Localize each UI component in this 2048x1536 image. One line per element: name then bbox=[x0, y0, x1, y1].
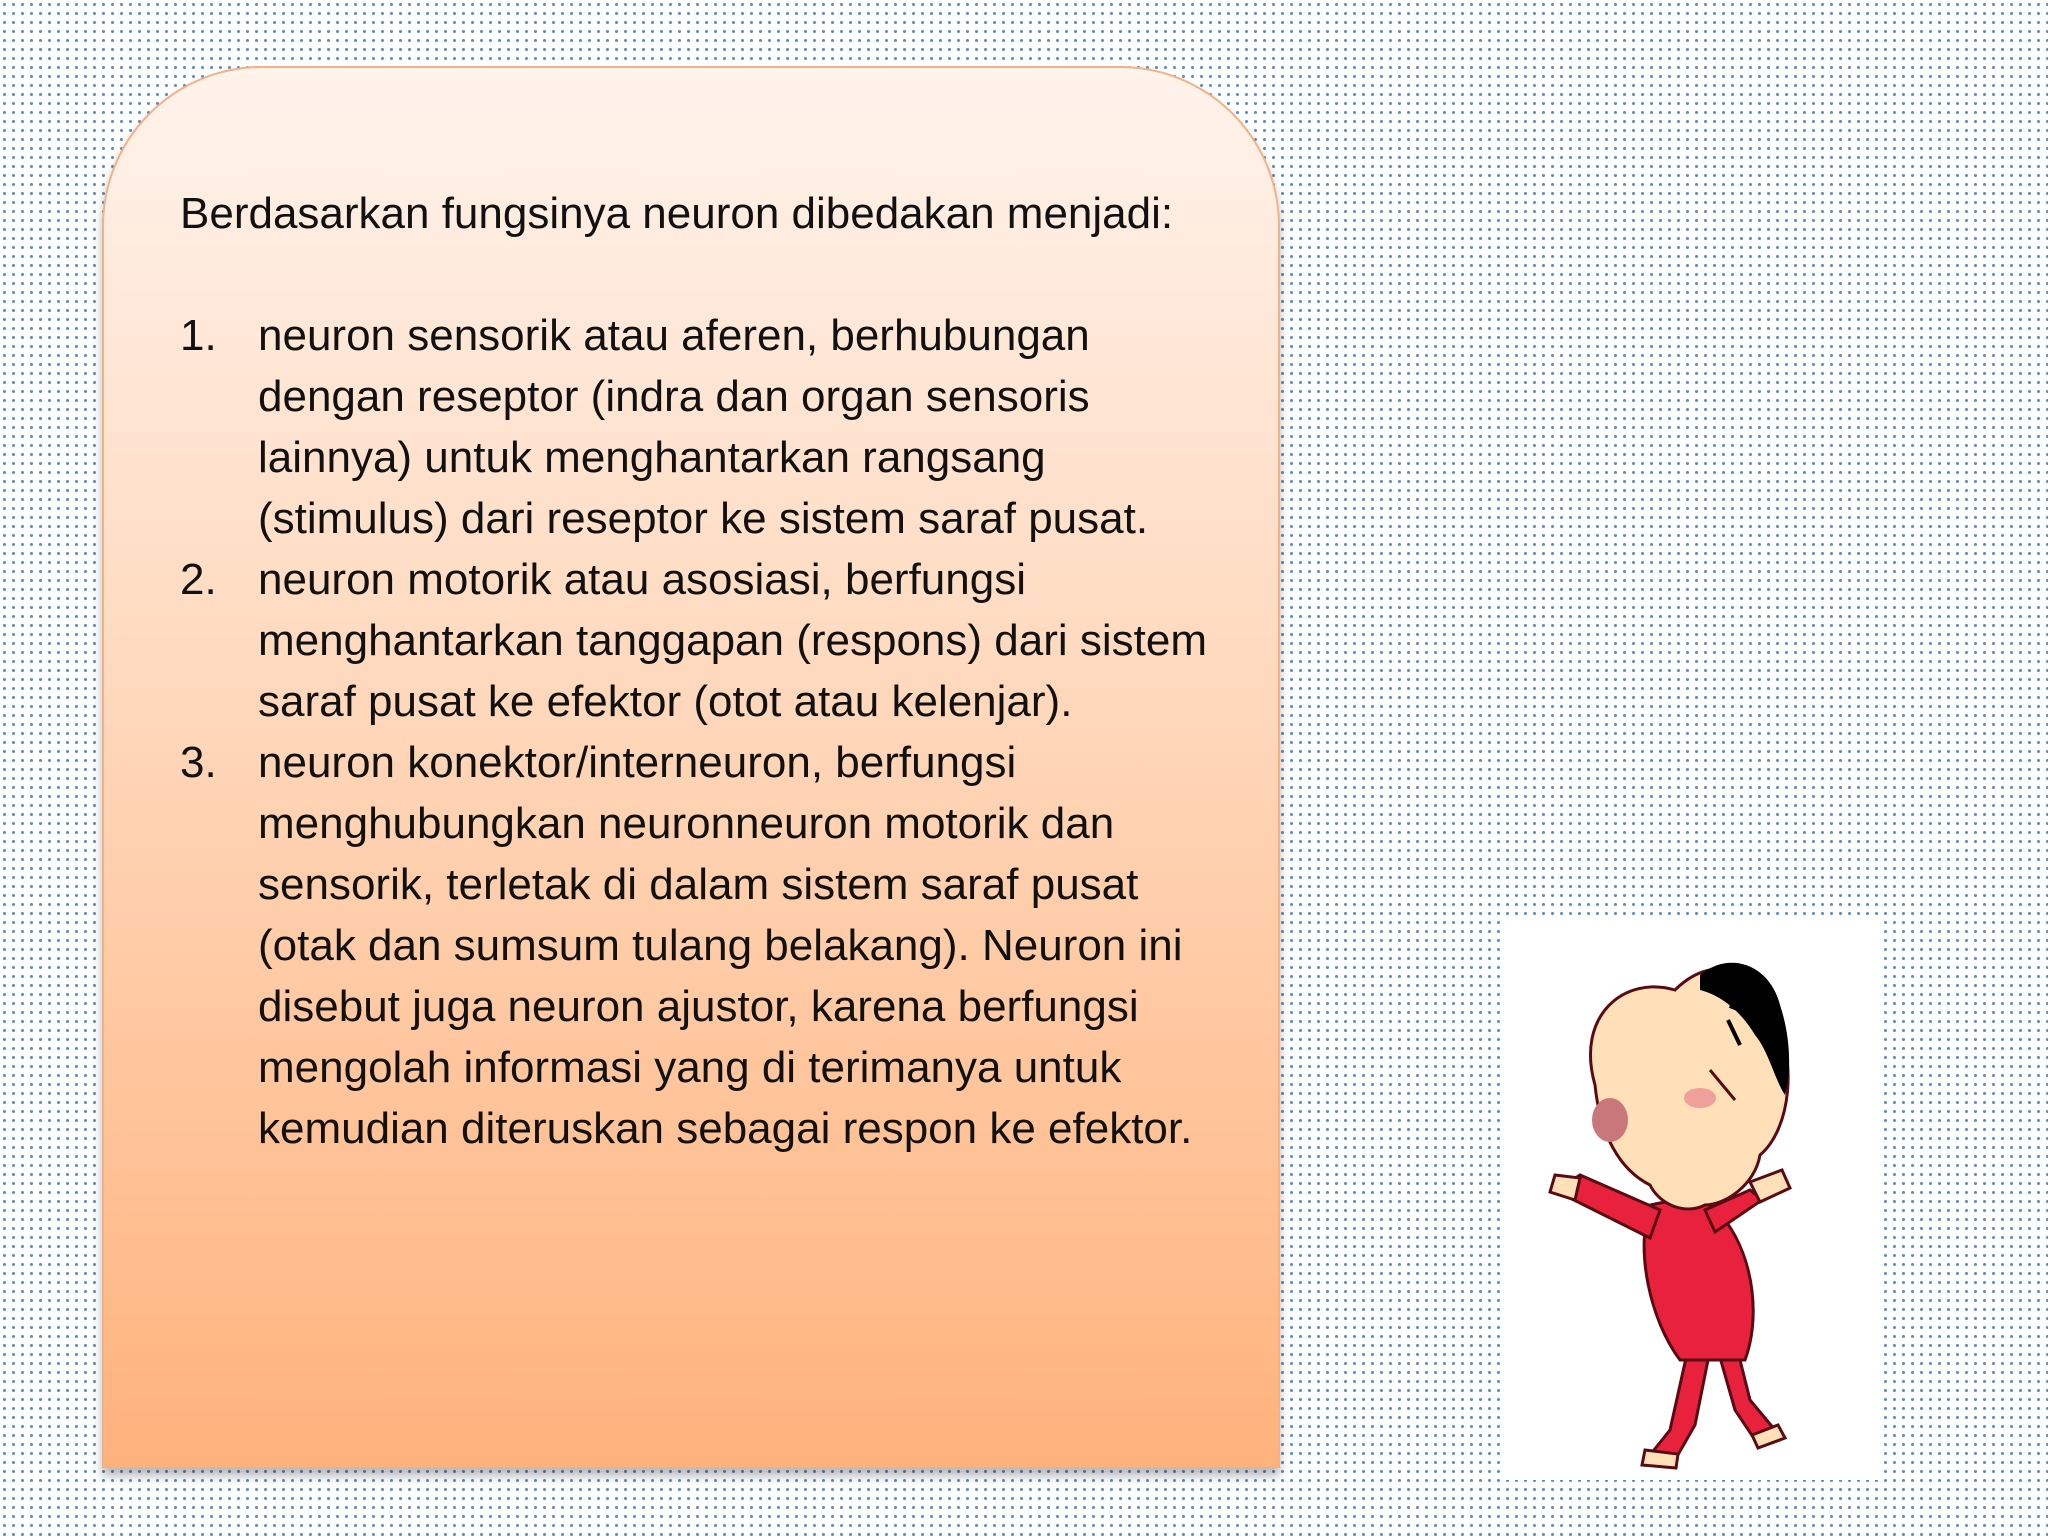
left-foot bbox=[1642, 1450, 1678, 1468]
list-item bbox=[180, 549, 1210, 732]
list-item bbox=[180, 305, 1210, 549]
left-hand bbox=[1550, 1175, 1580, 1200]
list-item-number: 1. bbox=[180, 311, 217, 360]
right-hand bbox=[1750, 1170, 1790, 1202]
list-item-text: neuron motorik atau asosiasi, berfungsi menghantarkan tanggapan (respons) dari sistem saraf pusat ke efektor (otot atau kelenjar). bbox=[258, 555, 1207, 726]
cartoon-character-image bbox=[1500, 920, 1880, 1480]
cheek-left bbox=[1592, 1098, 1628, 1142]
neuron-type-list bbox=[180, 305, 1210, 1159]
list-item bbox=[180, 732, 1210, 1159]
body bbox=[1644, 1195, 1753, 1360]
list-item-text: neuron sensorik atau aferen, berhubungan dengan reseptor (indra dan organ sensoris lainnya) untuk menghantarkan rangsang (stimulus) dari reseptor ke sistem saraf pusat. bbox=[258, 311, 1149, 543]
cheek-right bbox=[1684, 1088, 1716, 1108]
slide-content bbox=[180, 183, 1210, 1159]
list-item-number: 2. bbox=[180, 555, 217, 604]
cartoon-boy-illustration bbox=[1500, 920, 1880, 1480]
list-item-number: 3. bbox=[180, 738, 217, 787]
intro-text: Berdasarkan fungsinya neuron dibedakan menjadi: bbox=[180, 189, 1174, 238]
list-item-text: neuron konektor/interneuron, berfungsi menghubungkan neuronneuron motorik dan sensorik, terletak di dalam sistem saraf pusat (otak dan sumsum tulang belakang). Neuron ini disebut juga neuron ajustor, karena berfungsi mengolah informasi yang di terimanya untuk kemudian diteruskan sebagai respon ke efektor. bbox=[258, 738, 1193, 1153]
